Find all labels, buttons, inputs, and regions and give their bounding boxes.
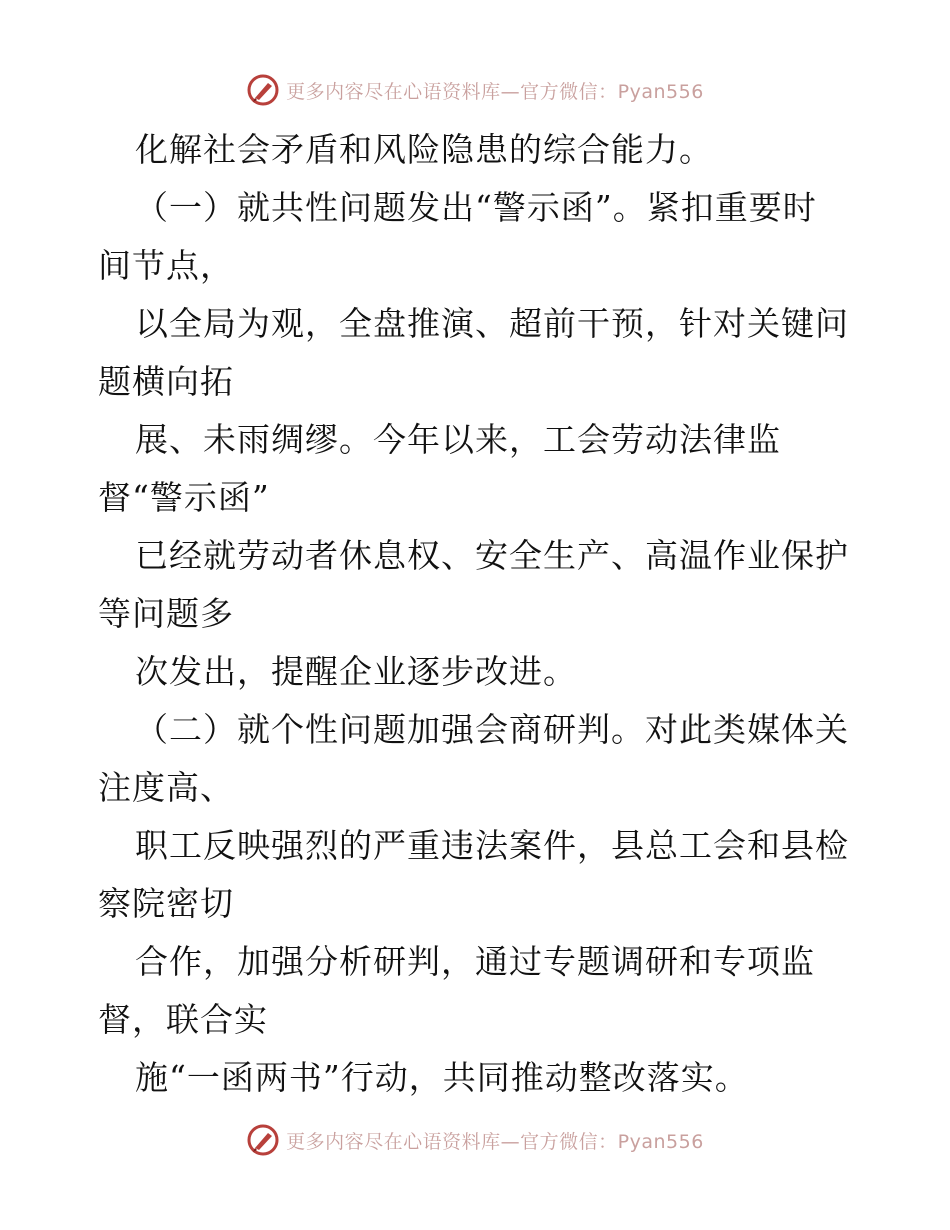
paragraph-line: 展、未雨绸缪。今年以来，工会劳动法律监 [135,420,781,459]
paragraph-line: 次发出，提醒企业逐步改进。 [135,652,577,691]
paragraph-line: 合作，加强分析研判，通过专题调研和专项监 [135,942,815,981]
paragraph-line: 督“警示函” [98,478,270,517]
paragraph-line: 注度高、 [98,768,234,807]
paragraph-line: 以全局为观，全盘推演、超前干预，针对关键问 [135,304,849,343]
paragraph-line: 已经就劳动者休息权、安全生产、高温作业保护 [135,536,849,575]
paragraph-line: 察院密切 [98,884,234,923]
paragraph-line: 督，联合实 [98,1000,268,1039]
paragraph-line: 职工反映强烈的严重违法案件，县总工会和县检 [135,826,849,865]
paragraph-line: 等问题多 [98,594,234,633]
pen-logo-icon [246,1123,280,1157]
paragraph-line: 间节点， [98,246,234,285]
watermark-text: 更多内容尽在心语资料库—官方微信：Pyan556 [286,80,704,103]
paragraph-line: （二）就个性问题加强会商研判。对此类媒体关 [135,710,849,749]
pen-logo-icon [246,73,280,107]
paragraph-line: 题横向拓 [98,362,234,401]
paragraph-line: 施“一函两书”行动，共同推动整改落实。 [135,1058,749,1097]
watermark-text: 更多内容尽在心语资料库—官方微信：Pyan556 [286,1130,704,1153]
paragraph-line: 化解社会矛盾和风险隐患的综合能力。 [135,130,713,169]
paragraph-line: （一）就共性问题发出“警示函”。紧扣重要时 [135,188,817,227]
footer-watermark [0,1120,950,1160]
header-watermark [0,70,950,110]
